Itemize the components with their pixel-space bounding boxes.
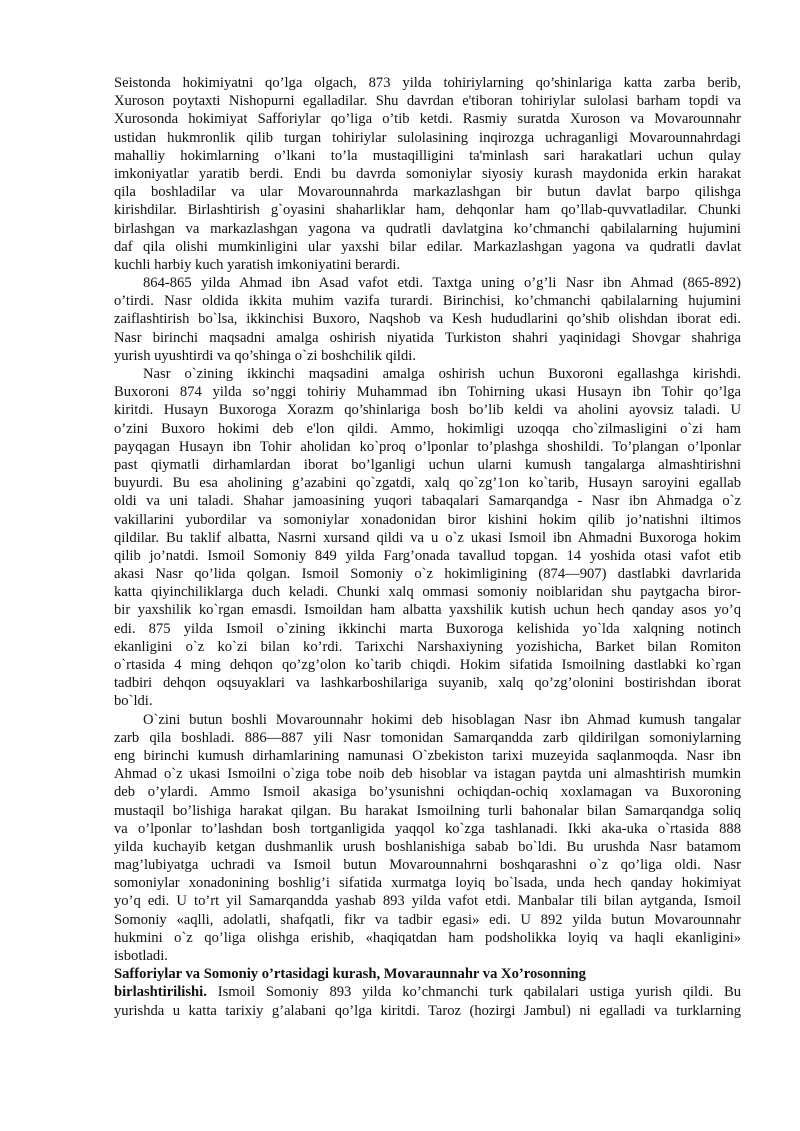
paragraph-tail: [114, 1002, 741, 1020]
text-line: Xurosonda hokimiyat Safforiylar qo’liga o’tib ketdi. Rasmiy suratda Xuroson va Movarounnahr: [114, 111, 741, 128]
text-line: yo’q edi. U to’rt yil Samarqandda yashab 893 yilda vafot etdi. Manbalar tili bilan aytganda, Ismoil: [114, 893, 741, 910]
text-line: Buxoroni 874 yilda so’nggi tohiriy Muhammad ibn Tohirning ukasi Husayn ibn Tohir qo’lga: [114, 384, 741, 401]
text-line: kiritdi. Husayn Buxoroga Xorazm qo’shinlariga bosh bo’lib keldi va aholini ayovsiz taladi. U: [114, 402, 741, 419]
heading-followup-text: Ismoil Somoniy 893 yilda ko’chmanchi turk qabilalari ustiga yurish qildi. Bu: [206, 984, 741, 1001]
text-line: isbotladi.: [114, 948, 168, 964]
text-line: Xuroson poytaxti Nishopurni egalladilar. Shu davrdan e'tiboran tohiriylar sulolasi barham topdi va: [114, 93, 741, 110]
text-line: past qiymatli dirhamlardan iborat bo’lganligi uchun ularni kumush tangalarga almashtirishni: [114, 456, 741, 473]
text-line: zaiflashtirish bo`lsa, ikkinchisi Buxoro, Naqshob va Kesh hududlarini qo’shib olishdan iborat edi.: [114, 311, 741, 328]
text-line: daf qila olishi mumkinligini ular yaxshi bilar edilar. Markazlashgan yagona va qudratli davlat: [114, 238, 741, 255]
text-line: Somoniy «aqlli, adolatli, shafqatli, fikr va tadbir egasi» edi. U 892 yilda butun Movarounnahr: [114, 911, 741, 928]
heading-continuation-line: [114, 983, 741, 1001]
text-line: oldi va uni taladi. Shahar jamoasining yuqori tabaqalari Samarqandga - Nasr ibn Ahmadga o`z: [114, 493, 741, 510]
text-line: ekanligini o`z ko`zi bilan ko’rdi. Tarixchi Narshaxiyning yozishicha, Barket bilan Romiton: [114, 638, 741, 655]
document-page: [114, 74, 741, 1020]
paragraph-p3: [114, 365, 741, 711]
text-line: hukmini o`z qo’liga olishga erishib, «haqiqatdan ham podsholikka loyiq va haqli ekanligini»: [114, 929, 741, 946]
text-line: yilda kuchayib ketgan dushmanlik urush boshlanishiga sabab bo`ldi. Bu urushda Nasr batamom: [114, 838, 741, 855]
text-line: akasi Nasr qo’lida qolgan. Ismoil Somoniy o`z hokimligining (874—907) dastlabki davrlarida: [114, 566, 741, 583]
text-line: Nasr o`zining ikkinchi maqsadini amalga oshirish uchun Buxoroni egallashga kirishdi.: [143, 366, 741, 382]
text-line: kirishdilar. Birlashtirish g`oyasini shaharliklar ham, dehqonlar ham qo’llab-quvvatladilar. Chunki: [114, 202, 741, 219]
paragraph-p2: [114, 274, 741, 365]
text-line: Seistonda hokimiyatni qo’lga olgach, 873 yilda tohiriylarning qo’shinlariga katta zarba berib,: [114, 75, 741, 91]
text-line: 864-865 yilda Ahmad ibn Asad vafot etdi. Taxtga uning o’g’li Nasr ibn Ahmad (865-892): [143, 275, 741, 292]
text-line: qilib jo’natdi. Ismoil Somoniy 849 yilda Farg’onada tavallud topgan. 14 yoshida otasi vafot etib: [114, 547, 741, 564]
text-line: somoniylar xonadonining boshlig’i sifatida xurmatga loyiq bo`lsada, unda hech qanday hokimiyat: [114, 875, 741, 892]
text-line: mag’lubiyatga uchradi va Ismoil butun Movarounnahrni boshqarashni o`z qo’liga oldi. Nasr: [114, 857, 741, 874]
text-line: mustaqil bo’lishiga harakat qilgan. Bu harakat Ismoilning turli bahonalar bilan Samarqandga soliq: [114, 802, 741, 819]
text-line: zarb qila boshladi. 886—887 yili Nasr tomonidan Samarqandda zarb qildirilgan somoniylarning: [114, 729, 741, 746]
text-line: qila boshladilar va ular Movarounnahrda markazlashgan bir butun davlat barpo qilishga: [114, 184, 741, 201]
text-line: tadbiri dehqon oqsuyaklari va lashkarboshilariga suyanib, xalq qo’zg’olonini bostirishdan iborat: [114, 675, 741, 692]
text-line: eng birinchi kumush dirhamlarining namunasi O`zbekiston tarixi muzeyida saqlanmoqda. Nasr ibn: [114, 747, 741, 764]
text-line: o’zini Buxoro hokimi deb e'lon qildi. Ammo, hokimligi uzoqqa cho`zilmasligini o`zi ham: [114, 420, 741, 437]
text-line: katta qiyinchiliklarga duch keladi. Chunki xalq ommasi somoniy noiblaridan shu paytgacha biror-: [114, 584, 741, 601]
text-line: bir yaxshilik ko`rgan emasdi. Ismoildan ham albatta yaxshilik kutish uchun hech qanday asos yo’q: [114, 602, 741, 619]
text-line: va o’lponlar to’lashdan bosh tortganligida yaqqol ko`zga tashlanadi. Ikki aka-uka o`rtasida 888: [114, 820, 741, 837]
section-heading: Safforiylar va Somoniy o’rtasidagi kurash, Movaraunnahr va Xo’rosonning: [114, 966, 586, 983]
text-line: bo`ldi.: [114, 693, 153, 710]
text-line: vakillarini yubordilar va somoniylar xonadonidan biror kishini hokim qilib jo’natishni iltimos: [114, 511, 741, 528]
text-line: Ahmad o`z ukasi Ismoilni o`ziga tobe noib deb hisoblar va istagan paytda uni almashtirish mumkin: [114, 766, 741, 783]
text-line: Nasr birinchi maqsadni amalga oshirish niyatida Turkiston shahri yaqinidagi Shovgar shahriga: [114, 329, 741, 346]
text-line: payqagan Husayn ibn Tohir aholidan ko`proq o’lponlar to’plashga shoshildi. To’plangan o’lponlar: [114, 438, 741, 455]
text-line: edi. 875 yilda Ismoil o`zining ikkinchi marta Buxoroga kelishida yo`lda xalqning notinch: [114, 620, 741, 637]
section-heading-end: birlashtirilishi.: [114, 984, 207, 1001]
text-line: yurishda u katta tarixiy g’alabani qo’lga kiritdi. Taroz (hozirgi Jambul) ni egalladi va turklarning: [114, 1002, 741, 1019]
text-line: buyurdi. Bu esa aholining g’azabini qo`zgatdi, xalq qo`zg’1on ko`tarib, Husayn saroyini egallab: [114, 475, 741, 492]
text-line: deb o’ylardi. Ammo Ismoil akasiga bo’ysunishni ochiqdan-ochiq xoxlamagan va Buxoroning: [114, 784, 741, 801]
text-line: imkoniyatlar yaratib berdi. Endi bu davrda somoniylar siyosiy kurash maydonida erkin harakat: [114, 165, 741, 182]
text-line: o’tirdi. Nasr oldida ikkita muhim vazifa turardi. Birinchisi, ko’chmanchi qabilalarning hujumini: [114, 293, 741, 310]
text-line: birlashgan va markazlashgan yagona va qudratli davlatgina ko’chmanchi qabilalarning hujumini: [114, 220, 741, 237]
paragraph-p1: [114, 74, 741, 274]
text-line: ustidan hukmronlik qilib turgan tohiriylar sulolasining inqirozga uchraganligi Movarounnahrdagi: [114, 129, 741, 146]
text-line: qildilar. Bu taklif albatta, Nasrni xursand qildi va u o`z ukasi Ismoil ibn Ahmadni Buxoroga hokim: [114, 529, 741, 546]
text-line: kuchli harbiy kuch yaratish imkoniyatini berardi.: [114, 256, 401, 273]
paragraph-p4: [114, 711, 741, 966]
text-line: mahalliy hokimlarning o’lkani to’la mustaqilligini ta'minlash sari harakatlari uchun qulay: [114, 147, 741, 164]
section-heading-block: [114, 965, 741, 1001]
text-line: o`rtasida 4 ming dehqon qo’zg’olon ko`tarib chiqdi. Hokim sifatida Ismoilning dastlabki ko`rgan: [114, 657, 741, 673]
text-line: O`zini butun boshli Movarounnahr hokimi deb hisoblagan Nasr ibn Ahmad kumush tangalar: [143, 711, 741, 728]
text-line: yurish uyushtirdi va qo’shinga o`zi boshchilik qildi.: [114, 347, 416, 364]
